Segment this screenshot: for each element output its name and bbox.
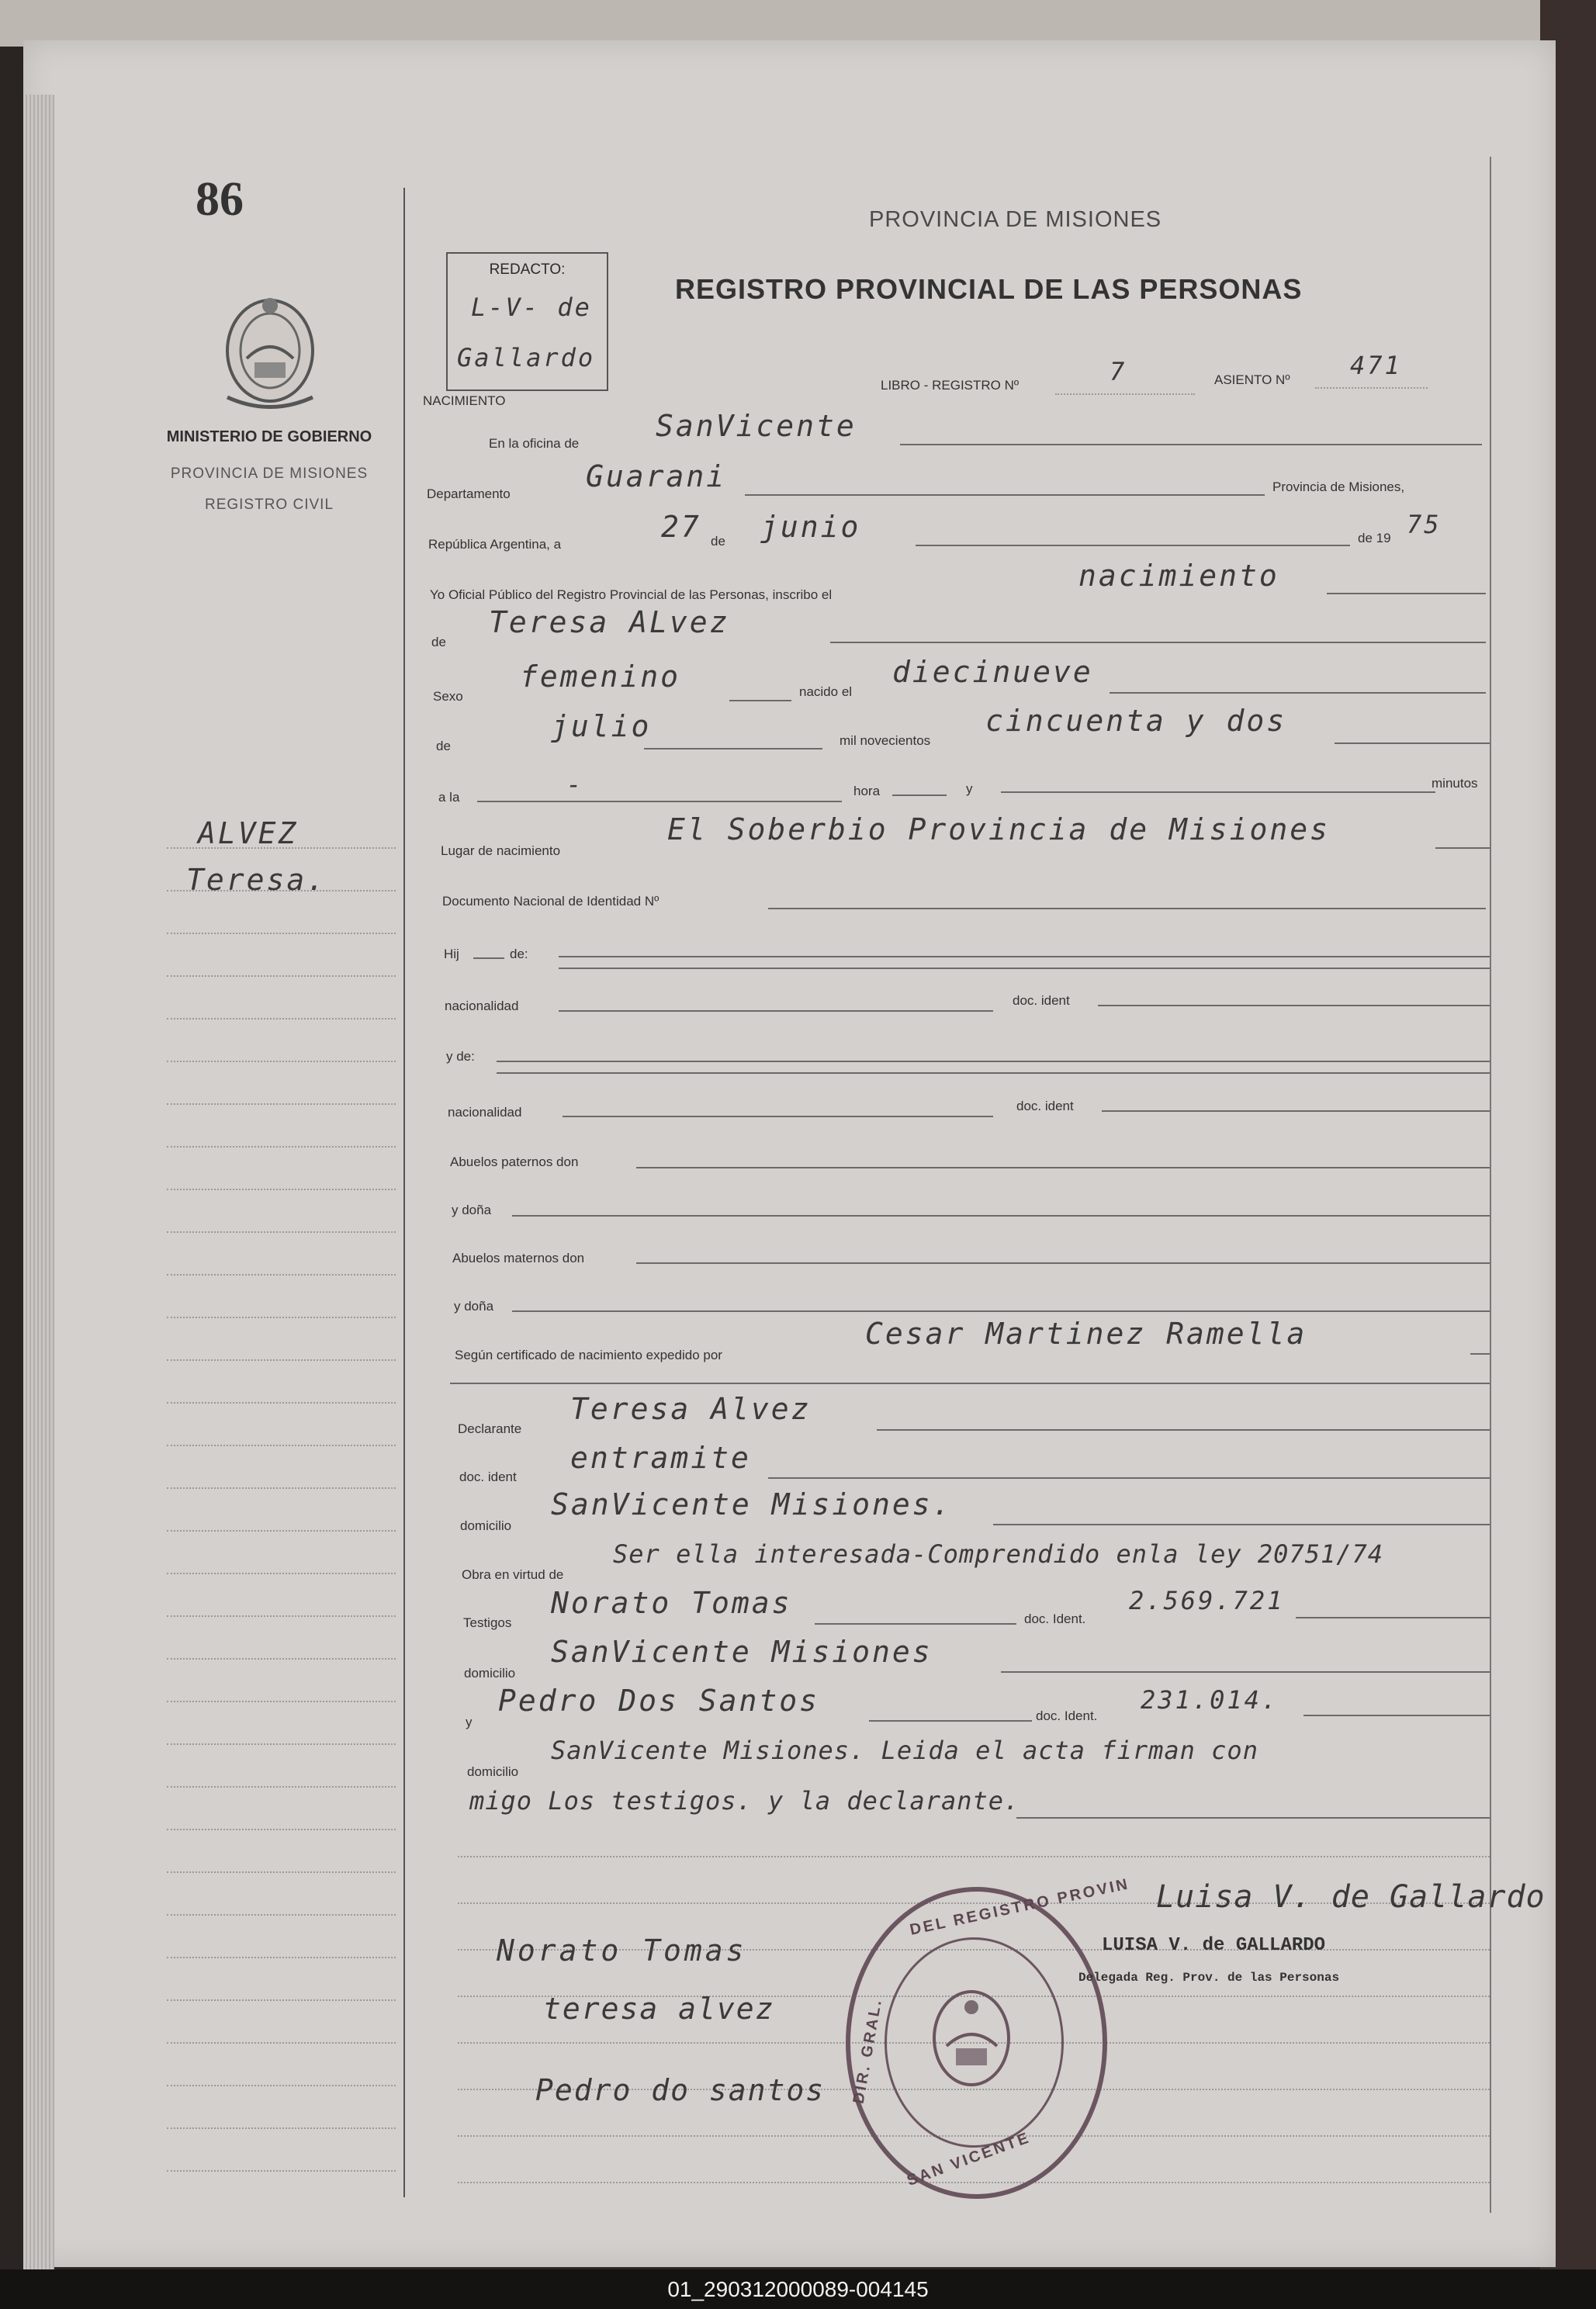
y-dona-label: y doña	[452, 1203, 492, 1217]
republica-label: República Argentina, a	[428, 537, 562, 552]
anio-nac-value: cincuenta y dos	[985, 704, 1287, 738]
departamento-label: Departamento	[427, 486, 511, 501]
margin-dotted-rule	[167, 1701, 396, 1702]
de-mes-label: de	[436, 739, 451, 753]
certificado-label: Según certificado de nacimiento expedido por	[455, 1348, 722, 1362]
margin-rule	[403, 188, 405, 2197]
mes-nac-value: julio	[551, 709, 652, 743]
margin-dotted-rule	[167, 1743, 396, 1745]
nacido-label: nacido el	[799, 684, 853, 699]
doc-ident-label: doc. ident	[1013, 993, 1070, 1008]
ala-label: a la	[438, 790, 460, 805]
margin-dotted-rule	[167, 2170, 396, 2172]
mil-label: mil novecientos	[840, 733, 931, 748]
oficina-value: SanVicente	[656, 409, 857, 443]
ala-value: -	[566, 770, 584, 799]
sexo-value: femenino	[520, 659, 681, 694]
signature-testigo2: Pedro do santos	[535, 2073, 826, 2107]
official-name: LUISA V. de GALLARDO	[1102, 1935, 1326, 1956]
y-dona2-label: y doña	[454, 1299, 494, 1314]
sexo-label: Sexo	[433, 689, 463, 704]
stamp-top-text: DEL REGISTRO PROVIN	[908, 1875, 1131, 1939]
domicilio3-label: domicilio	[467, 1764, 519, 1779]
de-label: de	[711, 534, 725, 549]
asiento-label: ASIENTO Nº	[1214, 372, 1290, 387]
doc-ident4-label: doc. Ident.	[1024, 1611, 1086, 1626]
nacionalidad2-label: nacionalidad	[448, 1105, 522, 1120]
testigo1-value: Norato Tomas	[551, 1586, 792, 1620]
abuelos-paternos-label: Abuelos paternos don	[450, 1154, 579, 1169]
margin-dotted-rule	[167, 1231, 396, 1233]
obra-label: Obra en virtud de	[462, 1567, 564, 1582]
ministry-name: MINISTERIO DE GOBIERNO	[166, 428, 372, 445]
margin-dotted-rule	[167, 975, 396, 977]
stamp-bottom-text: SAN VICENTE	[905, 2129, 1033, 2190]
domicilio2-value: SanVicente Misiones	[551, 1635, 933, 1669]
testigos-label: Testigos	[463, 1615, 512, 1630]
margin-dotted-rule	[167, 1914, 396, 1916]
documento-label: Documento Nacional de Identidad Nº	[442, 894, 660, 909]
margin-dotted-rule	[167, 1359, 396, 1361]
doc-ident5-label: doc. Ident.	[1036, 1708, 1098, 1723]
margin-dotted-rule	[167, 2127, 396, 2129]
margin-dotted-rule	[167, 1445, 396, 1446]
redacto-label: REDACTO:	[489, 261, 566, 278]
asiento-value: 471	[1350, 351, 1402, 380]
doc-ident2-label: doc. ident	[1016, 1099, 1074, 1113]
y-de-label: y de:	[446, 1049, 475, 1064]
margin-dotted-rule	[167, 1957, 396, 1958]
margin-dotted-rule	[167, 1999, 396, 2001]
cierre-value: migo Los testigos. y la declarante.	[469, 1786, 1020, 1816]
doc-ident3-label: doc. ident	[459, 1470, 517, 1484]
margin-dotted-rule	[167, 1573, 396, 1574]
header-title: REGISTRO PROVINCIAL DE LAS PERSONAS	[675, 273, 1303, 305]
oficina-label: En la oficina de	[489, 436, 580, 451]
nombre-value: Teresa ALvez	[489, 605, 730, 639]
stamp-seal-icon	[923, 1980, 1020, 2096]
margin-note-name: Teresa.	[186, 863, 327, 897]
abuelos-maternos-label: Abuelos maternos don	[452, 1251, 585, 1265]
redacto-line2: Gallardo	[457, 343, 596, 372]
ministry-province: PROVINCIA DE MISIONES	[170, 466, 369, 482]
margin-dotted-rule	[167, 2042, 396, 2044]
footer-id: 01_290312000089-004145	[0, 2269, 1596, 2309]
stamp-left-text: DIR. GRAL.	[850, 1996, 886, 2106]
doc-ident3-value: entramite	[570, 1441, 751, 1475]
margin-dotted-rule	[167, 1061, 396, 1062]
official-title: Delegada Reg. Prov. de las Personas	[1078, 1971, 1340, 1985]
margin-dotted-rule	[167, 1530, 396, 1532]
lugar-label: Lugar de nacimiento	[441, 843, 561, 858]
ministry-office: REGISTRO CIVIL	[204, 497, 334, 513]
y2-label: y	[466, 1715, 473, 1729]
official-signature: Luisa V. de Gallardo	[1156, 1879, 1546, 1915]
margin-dotted-rule	[167, 1317, 396, 1318]
nacido-value: diecinueve	[892, 655, 1093, 689]
obra-value: Ser ella interesada-Comprendido enla ley 20751/74	[613, 1539, 1384, 1569]
margin-dotted-rule	[167, 1189, 396, 1190]
margin-dotted-rule	[167, 1274, 396, 1276]
margin-dotted-rule	[167, 2085, 396, 2086]
margin-dotted-rule	[167, 1103, 396, 1105]
document-page	[23, 40, 1556, 2267]
domicilio-value: SanVicente Misiones.	[551, 1487, 953, 1521]
margin-dotted-rule	[167, 1658, 396, 1660]
nacionalidad-label: nacionalidad	[445, 999, 519, 1013]
declarante-value: Teresa Alvez	[570, 1392, 812, 1426]
margin-dotted-rule	[167, 933, 396, 934]
domicilio3-value: SanVicente Misiones. Leida el acta firman con	[551, 1736, 1258, 1765]
margin-dotted-rule	[167, 1786, 396, 1788]
margin-note-surname: ALVEZ	[198, 816, 299, 850]
redacto-box	[446, 252, 608, 391]
minutos-label: minutos	[1432, 776, 1478, 791]
mes-value: junio	[760, 510, 861, 544]
testigo2-doc: 231.014.	[1141, 1685, 1279, 1715]
y-label: y	[966, 781, 973, 796]
certificado-value: Cesar Martinez Ramella	[865, 1317, 1307, 1351]
lugar-value: El Soberbio Provincia de Misiones	[667, 812, 1330, 846]
page-number: 86	[196, 173, 244, 226]
oficial-label: Yo Oficial Público del Registro Provincial de las Personas, inscribo el	[430, 587, 833, 602]
redacto-line1: L-V- de	[471, 293, 592, 322]
hij-label: Hij	[444, 947, 459, 961]
coat-of-arms-icon	[216, 289, 324, 417]
domicilio-label: domicilio	[460, 1518, 512, 1533]
signature-declarante: teresa alvez	[543, 1992, 775, 2026]
de-nombre-label: de	[431, 635, 446, 649]
testigo2-value: Pedro Dos Santos	[498, 1684, 820, 1718]
margin-dotted-rule	[167, 1615, 396, 1617]
margin-dotted-rule	[167, 1018, 396, 1019]
hij-de-label: de:	[510, 947, 528, 961]
page-stack-edge	[23, 95, 54, 2306]
header-province: PROVINCIA DE MISIONES	[869, 207, 1162, 232]
margin-dotted-rule	[167, 1871, 396, 1873]
signature-testigo1: Norato Tomas	[497, 1933, 747, 1968]
dia-value: 27	[661, 510, 701, 544]
oficial-value: nacimiento	[1078, 559, 1279, 593]
margin-dotted-rule	[167, 1829, 396, 1830]
nacimiento-label: NACIMIENTO	[423, 393, 506, 408]
libro-label: LIBRO - REGISTRO Nº	[881, 378, 1020, 393]
provincia-label: Provincia de Misiones,	[1272, 479, 1405, 494]
de19-label: de 19	[1358, 531, 1391, 545]
libro-value: 7	[1110, 357, 1127, 386]
testigo1-doc: 2.569.721	[1129, 1586, 1285, 1615]
margin-dotted-rule	[167, 1487, 396, 1489]
departamento-value: Guarani	[586, 459, 727, 493]
book-top-edge	[0, 0, 1596, 47]
margin-dotted-rule	[167, 1146, 396, 1148]
margin-dotted-rule	[167, 1402, 396, 1404]
domicilio2-label: domicilio	[464, 1666, 516, 1681]
declarante-label: Declarante	[458, 1421, 522, 1436]
hora-label: hora	[853, 784, 881, 798]
anio-value: 75	[1407, 510, 1442, 539]
